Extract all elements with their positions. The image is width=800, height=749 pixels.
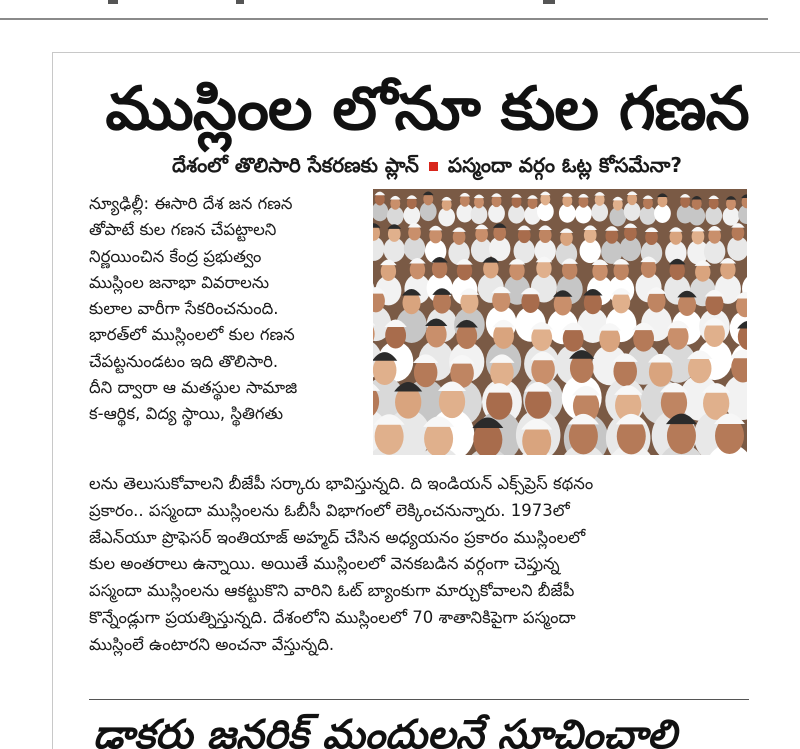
body-line: క-ఆర్థిక, విద్య స్థాయి, స్థితిగతు: [89, 404, 284, 424]
body-line: కుల అంతరాలు ఉన్నాయి. అయితే ముస్లింలలో వెనకబడిన వర్గంగా చెప్తున్న: [89, 554, 560, 574]
article-subheads: [53, 153, 800, 182]
body-line: జేఎన్‌యూ ప్రొఫెసర్ ఇంతియాజ్ అహ్మద్ చేసిన అధ్యయనం ప్రకారం ముస్లింలలో: [89, 527, 586, 547]
cropped-mark: [543, 0, 555, 4]
body-line: న్యూఢిల్లీ: ఈసారి దేశ జన గణన: [89, 194, 293, 213]
page-top-rule: [0, 18, 768, 20]
cropped-mark: [236, 0, 244, 4]
body-line: కులాల వారీగా సేకరించనుంది.: [89, 299, 279, 319]
body-line: తోపాటే కుల గణన చేపట్టాలని: [89, 220, 277, 240]
article-body-left-column: [89, 191, 375, 428]
body-line: ముస్లింల జనాభా వివరాలను: [89, 272, 270, 292]
article-body-full-width: [89, 471, 749, 659]
article-card: [52, 52, 800, 749]
cropped-mark: [108, 0, 118, 4]
body-line: భారత్‌లో ముస్లింలలో కుల గణన: [89, 325, 295, 345]
crowd-photo-graphic: [373, 189, 747, 455]
body-line: కొన్నేండ్లుగా ప్రయత్నిస్తున్నది. దేశంలోని ముస్లింలలో 70 శాతానికిపైగా పస్మందా: [89, 607, 576, 627]
article-headline: ముస్లింల లోనూ కుల గణన: [105, 74, 749, 144]
article-separator: [89, 699, 749, 700]
body-line: పస్మందా ముస్లింలను ఆకట్టుకొని వారిని ఓట్ బ్యాంకుగా మార్చుకోవాలని బీజేపీ: [89, 581, 575, 601]
body-line: చేపట్టనుండటం ఇది తొలిసారి.: [89, 351, 279, 371]
subhead-2: పస్మందా వర్గం ఓట్ల కోసమేనా?: [447, 153, 682, 177]
body-line: ముస్లింలే ఉంటారని అంచనా వేస్తున్నది.: [89, 634, 335, 654]
body-line: ప్రకారం.. పస్మందా ముస్లింలను ఓబీసీ విభాగంలో లెక్కించనున్నారు. 1973లో: [89, 500, 570, 520]
bullet-icon: [429, 162, 438, 171]
body-line: లను తెలుసుకోవాలని బీజేపీ సర్కారు భావిస్తున్నది. ది ఇండియన్ ఎక్స్‌ప్రెస్ కథనం: [89, 474, 594, 493]
body-line: దీని ద్వారా ఆ మతస్థుల సామాజి: [89, 378, 298, 398]
next-article-headline: డాకరు జనరిక్ మందులనే సూచించాలి: [93, 712, 677, 749]
crowd-photo: [373, 189, 747, 455]
subhead-1: దేశంలో తొలిసారి సేకరణకు ప్లాన్: [172, 153, 419, 177]
body-line: నిర్ణయించిన కేంద్ర ప్రభుత్వం: [89, 246, 262, 266]
